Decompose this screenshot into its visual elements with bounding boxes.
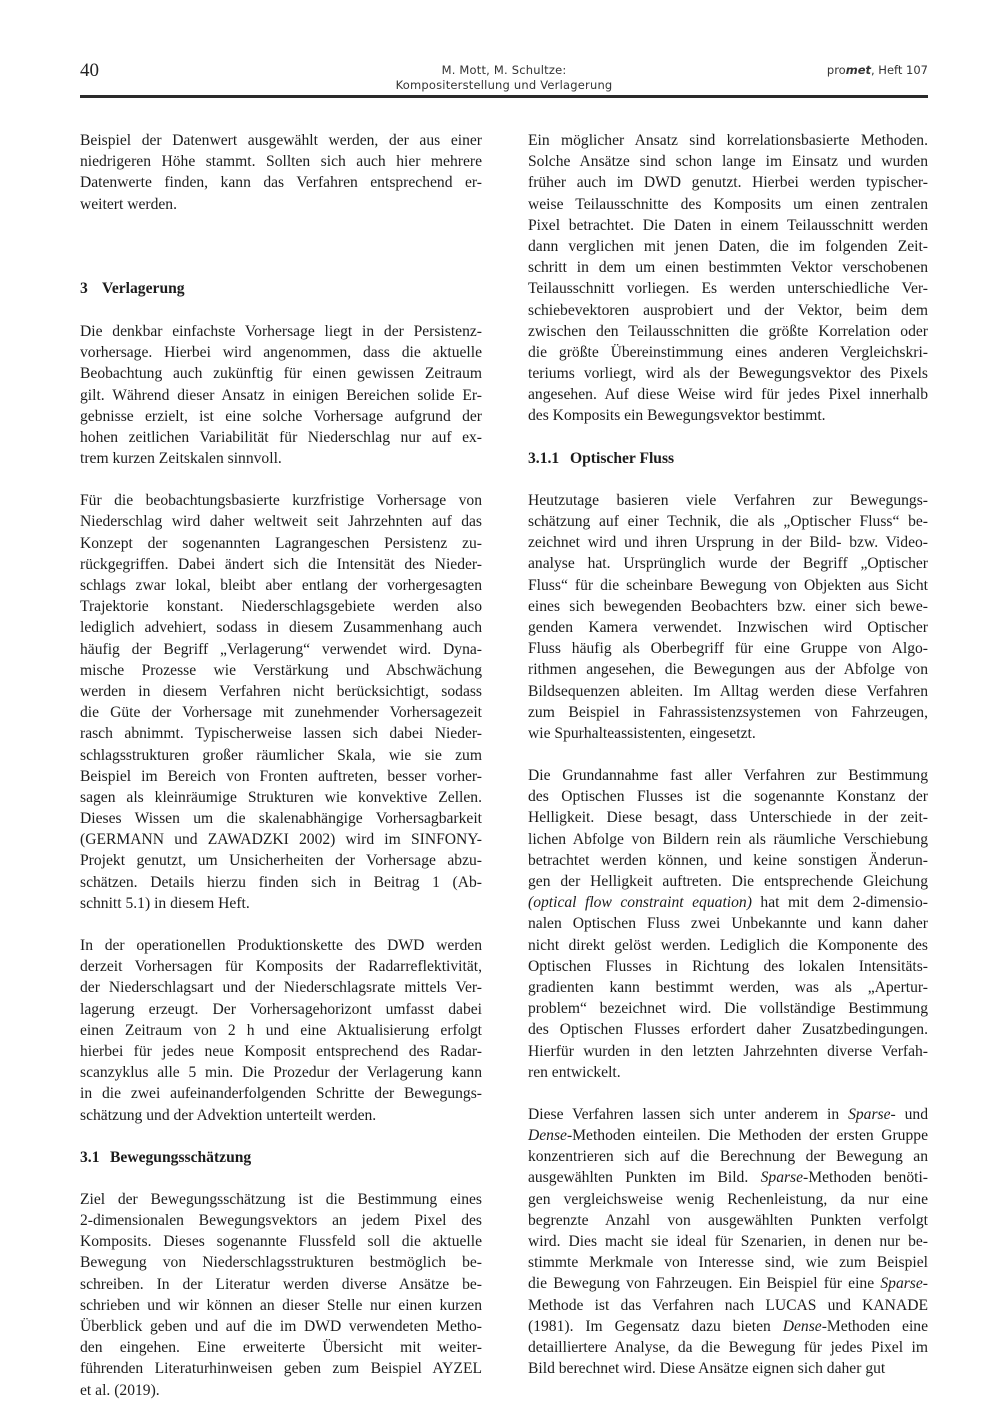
text-line: wie Spurhalteassistenten, eingesetzt. xyxy=(528,724,756,742)
text-line: dann verglichen mit jenen Daten, die im folgenden Zeit- xyxy=(528,237,928,255)
paragraph xyxy=(80,130,482,215)
text-line: Ein möglicher Ansatz sind korrelationsbasierte Methoden. xyxy=(528,132,928,149)
text-line: schiebevektoren ausprobiert und der Vektor, beim dem xyxy=(528,301,928,319)
text-line: gradienten kann bestimmt werden, was als „Apertur- xyxy=(528,978,928,996)
text-line: Beobachtung auch zukünftig für einen gewissen Zeitraum xyxy=(80,365,482,383)
paragraph xyxy=(80,935,482,1126)
text-line: mische Prozesse wie Verstärkung und Abschwächung xyxy=(80,661,482,679)
text-line: des Komposits ein Bewegungsvektor bestimmt. xyxy=(528,407,826,425)
text-segment: begrenzte Anzahl von ausgewählten Punkten verfolgt xyxy=(528,1211,928,1229)
text-segment: Bild berechnet wird. Diese Ansätze eignen sich daher gut xyxy=(528,1360,886,1378)
text-line: niedrigeren Höhe stammt. Sollten sich auch hier mehrere xyxy=(80,153,482,171)
text-line: Pixel betrachtet. Die Daten in einem Teilausschnitt werden xyxy=(528,216,928,234)
running-header xyxy=(80,60,928,96)
italic-term: Sparse xyxy=(760,1169,804,1187)
text-line: einen Zeitraum von 2 h und eine Aktualisierung erfolgt xyxy=(80,1021,482,1039)
journal-bold: met xyxy=(845,63,871,77)
journal-issue xyxy=(827,63,928,77)
page-number: 40 xyxy=(80,60,99,81)
text-line: sagen als kleinräumige Strukturen wie konvektive Zellen. xyxy=(80,788,482,806)
text-line: In der operationellen Produktionskette des DWD werden xyxy=(80,937,482,955)
section-number: 3 xyxy=(80,279,88,297)
text-line: Solche Ansätze sind schon lange im Einsatz und wurden xyxy=(528,153,928,171)
article-authors: M. Mott, M. Schultze: xyxy=(441,63,567,77)
text-line: Hierfür wurden in den letzten Jahrzehnten diverse Verfah- xyxy=(528,1042,928,1060)
text-line: eines sich bewegenden Beobachters bzw. einer sich bewe- xyxy=(528,597,928,615)
running-title xyxy=(80,63,928,93)
text-line xyxy=(528,1210,928,1231)
text-line: analyse hat. Ursprünglich wurde der Begriff „Optischer xyxy=(528,555,928,573)
section-number: 3.1 xyxy=(80,1148,100,1166)
text-line: Niederschlag wird daher weltweit seit Jahrzehnten auf das xyxy=(80,513,482,531)
text-line: früher auch im DWD genutzt. Hierbei werden typischer- xyxy=(528,174,928,192)
text-line: (GERMANN und ZAWADZKI 2002) wird im SINFONY- xyxy=(80,831,482,849)
text-line: weise Teilausschnitte des Komposits um einen zentralen xyxy=(528,195,928,213)
text-line: nicht direkt gelöst werden. Lediglich die Komponente des xyxy=(528,936,928,954)
text-segment: Diese Verfahren lassen sich unter anderem in xyxy=(528,1105,849,1123)
text-line: schätzung auf einer Technik, die als „Optischer Fluss“ be- xyxy=(528,513,928,531)
text-line: schlagsstrukturen großer räumlicher Skala, wie sie zum xyxy=(80,746,482,764)
text-line: häufig der Begriff „Verlagerung“ verwendet wird. Dyna- xyxy=(80,640,482,658)
text-segment: detailliertere Analyse, da die Bewegung für jedes Pixel im xyxy=(528,1338,928,1356)
section-number: 3.1.1 xyxy=(528,449,560,467)
journal-prefix: pro xyxy=(826,63,846,77)
text-segment: -Methoden benöti- xyxy=(803,1169,928,1187)
text-line: derzeit Vorhersagen für Komposits der Radarreflektivität, xyxy=(80,958,482,976)
text-line: nalen Optischen Fluss zwei Unbekannte und kann daher xyxy=(528,915,928,933)
text-line: Helligkeit. Diese besagt, dass Unterschiede in der zeit- xyxy=(528,809,928,827)
italic-term: Dense xyxy=(782,1317,822,1335)
journal-suffix: , Heft 107 xyxy=(871,63,928,77)
paragraph xyxy=(80,321,482,469)
text-line: den eingehen. Eine erweiterte Übersicht mit weiter- xyxy=(80,1339,482,1357)
text-line: führenden Literaturhinweisen geben zum Beispiel AYZEL xyxy=(80,1360,482,1378)
text-line: Konzept der sogenannten Lagrangeschen Persistenz zu- xyxy=(80,534,482,552)
text-line: trem kurzen Zeitskalen sinnvoll. xyxy=(80,450,282,468)
text-line: schätzung und der Advektion unterteilt werden. xyxy=(80,1106,377,1124)
text-segment: konzentrieren sich auf die Berechnung der Bewegung an xyxy=(528,1148,928,1166)
text-line: et al. (2019). xyxy=(80,1381,160,1399)
section-heading-3 xyxy=(80,278,482,299)
paragraph xyxy=(80,1189,482,1401)
text-line xyxy=(528,1273,928,1294)
text-line: zeichnet wird und ihren Ursprung in der Bild- bzw. Video- xyxy=(528,534,928,552)
section-title: Bewegungsschätzung xyxy=(110,1148,252,1166)
text-line: die Güte der Vorhersage mit zunehmender Vorhersagezeit xyxy=(80,704,482,722)
text-segment: gen vergleichsweise wenig Rechenleistung, da nur eine xyxy=(528,1190,928,1208)
text-line: hohen zeitlichen Variabilität für Niederschlag nur auf ex- xyxy=(80,428,482,446)
text-line: lagerung erzeugt. Der Vorhersagehorizont umfasst dabei xyxy=(80,1000,482,1018)
text-line: Projekt genutzt, um Unsicherheiten der Vorhersage abzu- xyxy=(80,852,482,870)
text-line: Bewegung von Niederschlagsstrukturen bestmöglich be- xyxy=(80,1254,482,1272)
paragraph xyxy=(528,765,928,1083)
text-segment: hat mit dem 2-dimensio- xyxy=(751,894,928,912)
text-line: gilt. Während dieser Ansatz in einigen Bereichen solide Er- xyxy=(80,386,482,404)
text-segment: (1981). Im Gegensatz dazu bieten xyxy=(528,1317,783,1335)
text-segment: -Methoden einteilen. Die Methoden der ersten Gruppe xyxy=(566,1127,928,1145)
text-line: rasch abnimmt. Typischerweise lassen sich dabei Nieder- xyxy=(80,725,482,743)
text-line xyxy=(528,1167,928,1188)
text-line: gebnisse erzielt, ist eine solche Vorhersage aufgrund der xyxy=(80,407,482,425)
text-line: Die denkbar einfachste Vorhersage liegt in der Persistenz- xyxy=(80,322,482,340)
header-rule xyxy=(80,95,928,98)
text-line xyxy=(528,1252,928,1273)
text-line: Überblick geben und auf die im DWD verwendeten Metho- xyxy=(80,1318,482,1336)
italic-term: (optical flow constraint equation) xyxy=(528,894,752,912)
text-line xyxy=(528,1231,928,1252)
text-line: Ziel der Bewegungsschätzung ist die Bestimmung eines xyxy=(80,1190,482,1208)
text-line: Optischen Flusses in Richtung des lokalen Intensitäts- xyxy=(528,957,928,975)
paragraph xyxy=(528,490,928,744)
text-segment: die Bewegung von Fahrzeugen. Ein Beispiel für eine xyxy=(528,1275,881,1293)
text-line: problem“ bezeichnet wird. Die vollständige Bestimmung xyxy=(528,1000,928,1018)
text-line: teriums vorliegt, wird als der Bewegungsvektor des Pixels xyxy=(528,365,928,383)
text-line: in die zwei aufeinanderfolgenden Schritte der Bewegungs- xyxy=(80,1085,482,1103)
text-line: Die Grundannahme fast aller Verfahren zur Bestimmung xyxy=(528,767,928,785)
left-column xyxy=(80,130,482,1401)
text-line: rithmen angesehen, die Bewegungen aus der Abfolge von xyxy=(528,661,928,679)
text-line: schätzen. Details hierzu finden sich in Beitrag 1 (Ab- xyxy=(80,873,482,891)
text-line: betrachtet werden können, und keine sonstigen Änderun- xyxy=(528,851,928,869)
text-line: schreiben. In der Literatur werden diverse Ansätze be- xyxy=(80,1275,482,1293)
text-line: Beispiel der Datenwert ausgewählt werden, der aus einer xyxy=(80,132,482,149)
section-title: Optischer Fluss xyxy=(570,449,675,467)
text-line: schnitt 5.1) in diesem Heft. xyxy=(80,894,250,912)
text-line: Fluss“ für die scheinbare Bewegung von Objekten aus Sicht xyxy=(528,576,928,594)
right-column xyxy=(528,130,928,1379)
text-line: Trajektorie konstant. Niederschlagsgebiete werden also xyxy=(80,598,482,616)
text-line xyxy=(528,1104,928,1125)
text-segment: ausgewählten Punkten im Bild. xyxy=(528,1169,761,1187)
text-segment: - xyxy=(922,1275,928,1293)
text-line: Datenwerte finden, kann das Verfahren entsprechend er- xyxy=(80,174,482,192)
text-line: lichen Abfolge von Bildern rein als räumliche Verschiebung xyxy=(528,830,928,848)
paragraph xyxy=(80,490,482,914)
text-line xyxy=(528,1125,928,1146)
text-line: des Optischen Flusses erfordert daher Zusatzbedingungen. xyxy=(528,1021,928,1039)
text-line xyxy=(528,1316,928,1337)
text-line: zum Beispiel in Fahrassistenzsystemen von Fahrzeugen, xyxy=(528,703,928,721)
text-line: Dieses Wissen um die skalenabhängige Vorhersagbarkeit xyxy=(80,810,482,828)
text-line: rückgegriffen. Dabei ändert sich die Intensität des Nieder- xyxy=(80,555,482,573)
text-line: Beispiel im Bereich von Fronten auftreten, besser vorher- xyxy=(80,767,482,785)
text-line: zwischen den Teilausschnitten die größte Korrelation oder xyxy=(528,322,928,340)
text-line: der Niederschlagsart und der Niederschlagsrate mittels Ver- xyxy=(80,979,482,997)
text-line: die größte Übereinstimmung eines anderen Vergleichskri- xyxy=(528,343,928,361)
text-line xyxy=(528,1358,928,1379)
text-segment: -Methoden eine xyxy=(821,1317,929,1335)
italic-term: Dense xyxy=(528,1127,567,1145)
text-line: schritt in dem um einen bestimmten Vektor verschobenen xyxy=(528,259,928,277)
text-line: angesehen. Auf diese Weise wird für jedes Pixel innerhalb xyxy=(528,386,928,404)
text-line: werden in diesem Verfahren nicht berücksichtigt, sodass xyxy=(80,682,482,700)
text-line: Für die beobachtungsbasierte kurzfristige Vorhersage von xyxy=(80,492,482,510)
text-segment: Methode ist das Verfahren nach LUCAS und KANADE xyxy=(528,1296,928,1314)
text-line xyxy=(528,1189,928,1210)
section-heading-3-1-1 xyxy=(528,448,928,469)
text-line: schlags zwar lokal, bleibt aber entlang der vorhergesagten xyxy=(80,577,482,595)
text-line xyxy=(528,892,928,913)
text-line: gen der Helligkeit auftreten. Die entsprechende Gleichung xyxy=(528,873,928,891)
text-line: hierbei für jedes neue Komposit entsprechend des Radar- xyxy=(80,1042,482,1060)
text-line: Heutzutage basieren viele Verfahren zur Bewegungs- xyxy=(528,491,928,509)
text-segment: wird. Dies macht sie ideal für Szenarien, in denen nur be- xyxy=(528,1233,928,1251)
text-line: vorhersage. Hierbei wird angenommen, dass die aktuelle xyxy=(80,344,482,362)
text-segment: stimmte Merkmale von Interesse sind, wie zum Beispiel xyxy=(528,1254,928,1272)
text-line: lediglich advehiert, sodass in diesem Zusammenhang auch xyxy=(80,619,482,637)
paragraph xyxy=(528,1104,928,1379)
text-line: Bildsequenzen ableiten. Im Alltag werden diese Verfahren xyxy=(528,682,928,700)
text-line xyxy=(528,1295,928,1316)
italic-term: Sparse xyxy=(848,1105,891,1123)
text-line xyxy=(528,1146,928,1167)
italic-term: Sparse xyxy=(880,1275,923,1293)
paragraph xyxy=(528,130,928,427)
article-title: Kompositerstellung und Verlagerung xyxy=(395,78,613,92)
text-line: ren entwickelt. xyxy=(528,1063,621,1081)
text-line: weitert werden. xyxy=(80,195,177,213)
text-line: Fluss häufig als Oberbegriff für eine Gruppe von Algo- xyxy=(528,640,928,658)
section-heading-3-1 xyxy=(80,1147,482,1168)
text-segment: - und xyxy=(890,1105,928,1123)
text-line: Komposits. Dieses sogenannte Flussfeld soll die aktuelle xyxy=(80,1233,482,1251)
text-line: schrieben und wir können an dieser Stelle nur einen kurzen xyxy=(80,1296,482,1314)
text-line: 2-dimensionalen Bewegungsvektors an jedem Pixel des xyxy=(80,1212,482,1230)
text-line: scanzyklus alle 5 min. Die Prozedur der Verlagerung kann xyxy=(80,1064,482,1082)
section-title: Verlagerung xyxy=(102,279,185,297)
text-line: Teilausschnitt vorliegen. Es werden unterschiedliche Ver- xyxy=(528,280,928,298)
text-line: genden Kamera verwendet. Inzwischen wird Optischer xyxy=(528,618,928,636)
text-line: des Optischen Flusses ist die sogenannte Konstanz der xyxy=(528,788,928,806)
text-line xyxy=(528,1337,928,1358)
